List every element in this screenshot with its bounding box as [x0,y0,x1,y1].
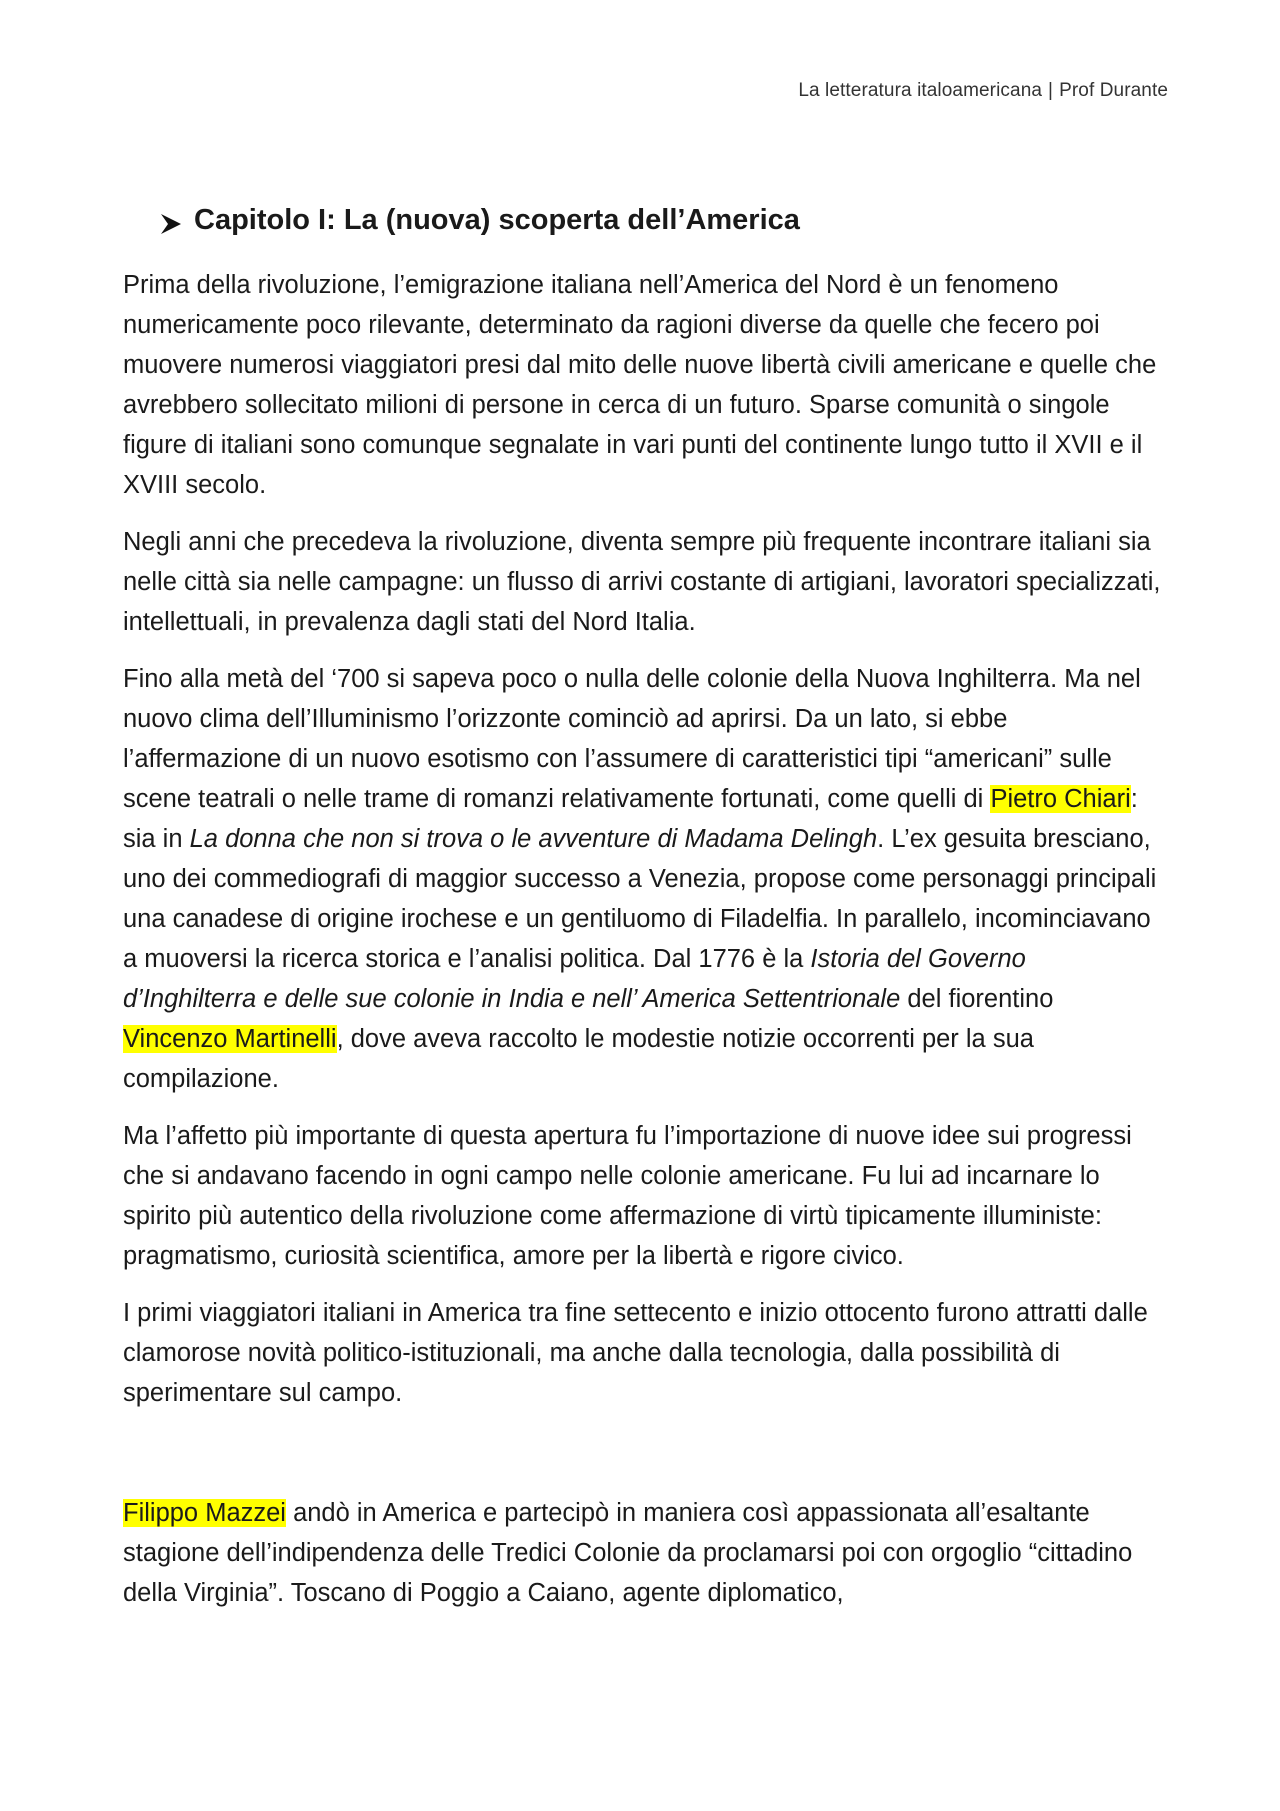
paragraph-3-text-a: Fino alla metà del ‘700 si sapeva poco o nulla delle colonie della Nuova Inghilterra. Ma nel nuovo clima dell’Illuminismo l’orizzonte cominciò ad aprirsi. Da un lato, si ebbe l’affermazione di un nuovo esotismo con l’assumere di caratteristici tipi “americani” sulle scene teatrali o nelle trame di romanzi relativamente fortunati, come quelli di [123,665,1141,813]
header-separator: | [1048,80,1054,101]
header-author: Prof Durante [1059,80,1168,101]
paragraph-4: Ma l’affetto più importante di questa apertura fu l’importazione di nuove idee sui progressi che si andavano facendo in ogni campo nelle colonie americane. Fu lui ad incarnare lo spirito più autentico della rivoluzione come affermazione di virtù tipicamente illuministe: pragmatismo, curiosità scientifica, amore per la libertà e rigore civico. [123,1122,1132,1270]
paragraph-6 [123,1493,1163,1613]
paragraph-3-text-b: : sia in [123,785,1138,853]
paragraph-6-text: andò in America e partecipò in maniera così appassionata all’esaltante stagione dell’indipendenza delle Tredici Colonie da proclamarsi poi con orgoglio “cittadino della Virginia”. Toscano di Poggio a Caiano, agente diplomatico, [123,1499,1133,1607]
highlighted-name-filippo-mazzei: Filippo Mazzei [123,1499,286,1527]
chapter-heading [160,204,800,237]
body-text [123,265,1163,1630]
italic-work-title-1: La donna che non si trova o le avventure di Madama Delingh [189,825,878,853]
header-course-title: La letteratura italoamericana [798,80,1043,101]
italic-work-title-2: Istoria del Governo d’Inghilterra e delle sue colonie in India e nell’ America Settentrionale [123,945,1026,1013]
highlighted-name-vincenzo-martinelli: Vincenzo Martinelli [123,1025,337,1053]
paragraph-2: Negli anni che precedeva la rivoluzione, diventa sempre più frequente incontrare italiani sia nelle città sia nelle campagne: un flusso di arrivi costante di artigiani, lavoratori specializzati, intellettuali, in prevalenza dagli stati del Nord Italia. [123,528,1161,636]
paragraph-3 [123,659,1163,1099]
paragraph-3-text-d: del fiorentino [900,985,1054,1013]
running-header [798,80,1168,102]
paragraph-5: I primi viaggiatori italiani in America tra fine settecento e inizio ottocento furono attratti dalle clamorose novità politico-istituzionali, ma anche dalla tecnologia, dalla possibilità di sperimentare sul campo. [123,1299,1148,1407]
paragraph-1: Prima della rivoluzione, l’emigrazione italiana nell’America del Nord è un fenomeno numericamente poco rilevante, determinato da ragioni diverse da quelle che fecero poi muovere numerosi viaggiatori presi dal mito delle nuove libertà civili americane e quelle che avrebbero sollecitato milioni di persone in cerca di un futuro. Sparse comunità o singole figure di italiani sono comunque segnalate in vari punti del continente lungo tutto il XVII e il XVIII secolo. [123,271,1157,499]
arrow-bullet-icon [160,210,182,232]
paragraph-3-text-e: , dove aveva raccolto le modestie notizie occorrenti per la sua compilazione. [123,1025,1034,1093]
paragraph-3-text-c: . L’ex gesuita bresciano, uno dei commediografi di maggior successo a Venezia, propose come personaggi principali una canadese di origine irochese e un gentiluomo di Filadelfia. In parallelo, incominciavano a muoversi la ricerca storica e l’analisi politica. Dal 1776 è la [123,825,1157,973]
chapter-title: Capitolo I: La (nuova) scoperta dell’America [194,204,800,236]
highlighted-name-pietro-chiari: Pietro Chiari [990,785,1131,813]
